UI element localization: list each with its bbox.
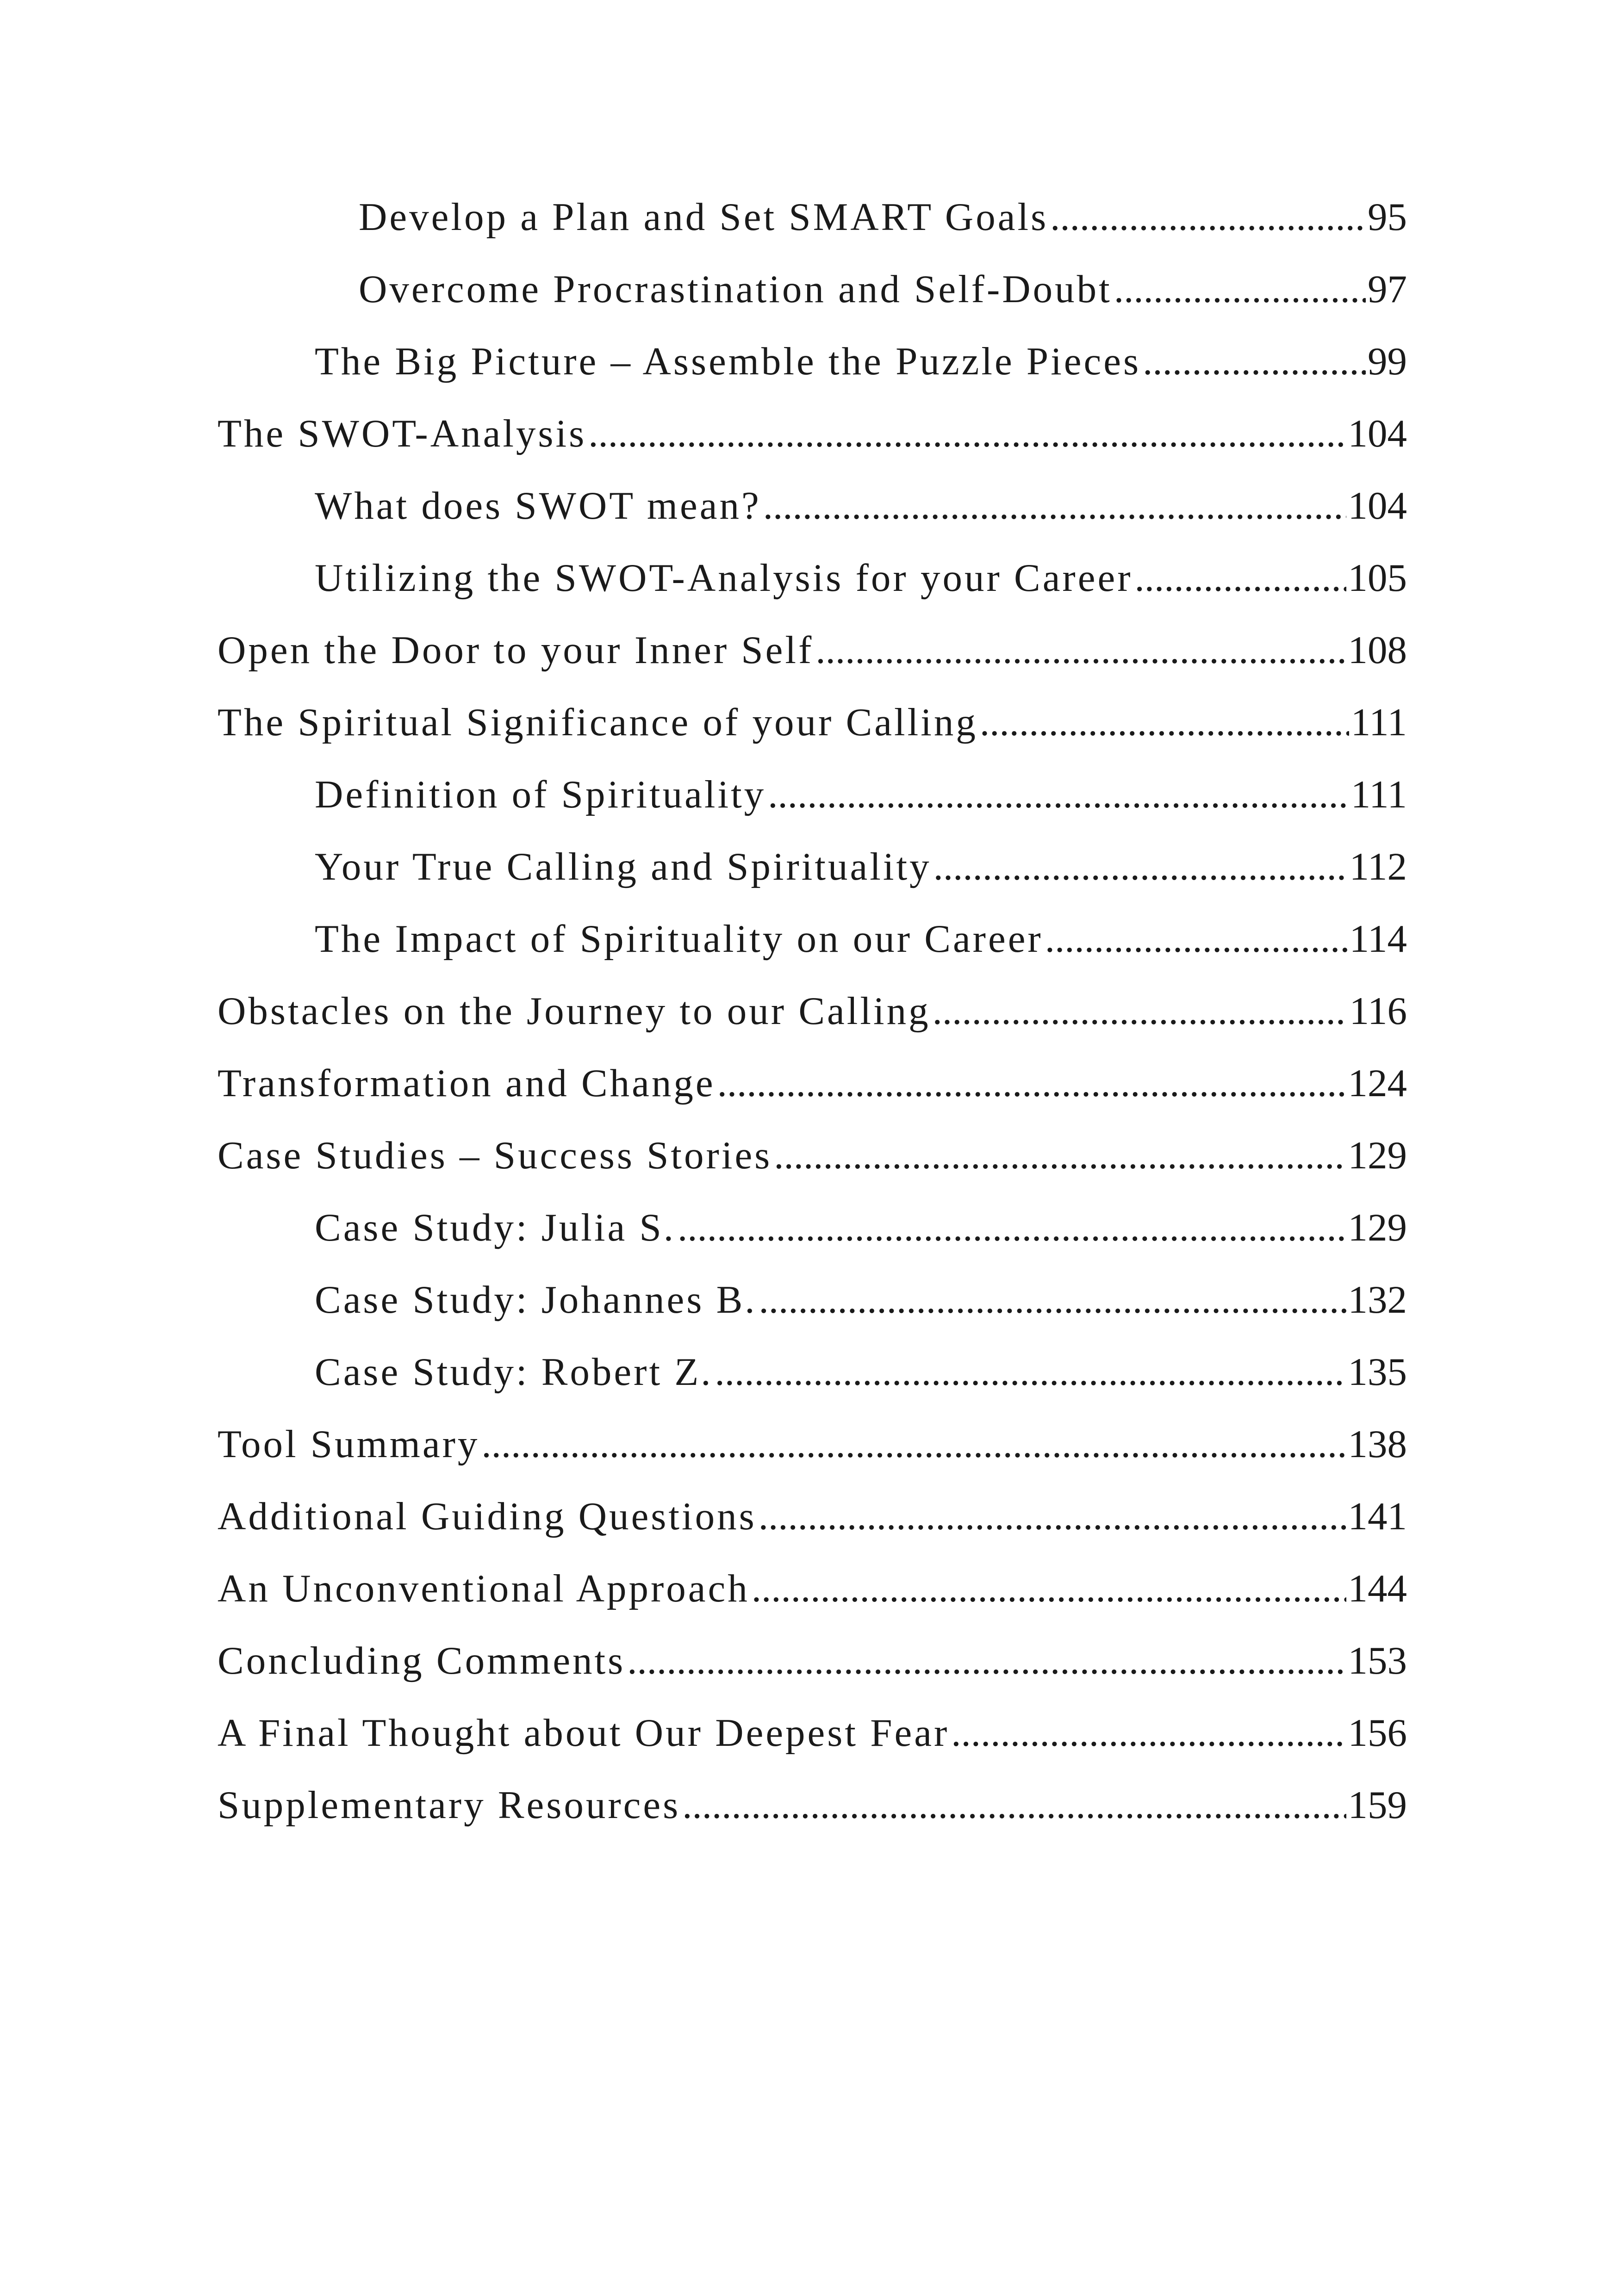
toc-entry-page-number: 156	[1348, 1711, 1407, 1755]
toc-entry-page-number: 111	[1350, 701, 1407, 744]
toc-entry-page-number: 138	[1348, 1422, 1407, 1466]
toc-entry-title: Supplementary Resources	[218, 1783, 681, 1827]
toc-entry[interactable]	[218, 1421, 1407, 1494]
toc-entry-title: The Spiritual Significance of your Calling	[218, 701, 978, 744]
toc-entry[interactable]	[218, 916, 1407, 988]
toc-entry-title: The Impact of Spirituality on our Career	[315, 917, 1043, 961]
toc-entry-page-number: 141	[1348, 1495, 1407, 1538]
dot-leader	[588, 411, 1346, 456]
toc-entry-title: Transformation and Change	[218, 1061, 716, 1105]
toc-entry-page-number: 124	[1348, 1061, 1407, 1105]
toc-entry-page-number: 135	[1348, 1350, 1407, 1394]
toc-entry-title: Develop a Plan and Set SMART Goals	[359, 195, 1049, 239]
dot-leader	[1050, 194, 1366, 240]
toc-entry-title: What does SWOT mean?	[315, 484, 761, 527]
toc-entry[interactable]	[218, 555, 1407, 627]
toc-entry-title: Utilizing the SWOT-Analysis for your Career	[315, 556, 1133, 600]
toc-entry-title: Additional Guiding Questions	[218, 1495, 757, 1538]
dot-leader	[1114, 267, 1366, 312]
toc-entry[interactable]	[218, 1638, 1407, 1710]
toc-entry[interactable]	[218, 1782, 1407, 1855]
dot-leader	[933, 988, 1348, 1034]
toc-entry[interactable]	[218, 339, 1407, 411]
dot-leader	[759, 1494, 1346, 1539]
dot-leader	[717, 1061, 1346, 1106]
toc-entry-page-number: 104	[1348, 484, 1407, 527]
toc-entry[interactable]	[218, 772, 1407, 844]
dot-leader	[1135, 555, 1346, 601]
toc-entry-title: Case Study: Johannes B.	[315, 1278, 757, 1322]
dot-leader	[481, 1421, 1346, 1467]
toc-entry-page-number: 144	[1348, 1567, 1407, 1610]
dot-leader	[759, 1277, 1346, 1322]
toc-entry-page-number: 112	[1349, 845, 1407, 888]
toc-entry[interactable]	[218, 1710, 1407, 1782]
toc-entry[interactable]	[218, 1205, 1407, 1277]
dot-leader	[752, 1566, 1346, 1611]
toc-entry-page-number: 129	[1348, 1134, 1407, 1177]
toc-entry-page-number: 99	[1368, 340, 1407, 383]
toc-entry[interactable]	[218, 194, 1407, 267]
toc-entry-page-number: 111	[1350, 773, 1407, 816]
toc-entry-page-number: 116	[1349, 989, 1407, 1033]
toc-entry[interactable]	[218, 1061, 1407, 1133]
toc-entry[interactable]	[218, 411, 1407, 483]
toc-entry[interactable]	[218, 700, 1407, 772]
toc-entry-title: Your True Calling and Spirituality	[315, 845, 932, 888]
toc-entry[interactable]	[218, 988, 1407, 1061]
table-of-contents	[218, 194, 1407, 1855]
toc-entry-page-number: 114	[1349, 917, 1407, 961]
toc-entry-title: Obstacles on the Journey to our Calling	[218, 989, 931, 1033]
toc-entry-title: Case Studies – Success Stories	[218, 1134, 772, 1177]
dot-leader	[980, 700, 1349, 745]
toc-entry-title: An Unconventional Approach	[218, 1567, 750, 1610]
dot-leader	[933, 844, 1348, 889]
toc-entry[interactable]	[218, 1494, 1407, 1566]
toc-entry[interactable]	[218, 1277, 1407, 1349]
toc-entry-page-number: 159	[1348, 1783, 1407, 1827]
toc-entry-page-number: 97	[1368, 267, 1407, 311]
toc-entry-page-number: 105	[1348, 556, 1407, 600]
toc-entry[interactable]	[218, 1566, 1407, 1638]
toc-entry-title: Overcome Procrastination and Self-Doubt	[359, 267, 1112, 311]
dot-leader	[678, 1205, 1346, 1250]
toc-entry-title: Case Study: Julia S.	[315, 1206, 676, 1249]
dot-leader	[763, 483, 1346, 528]
toc-entry-title: Case Study: Robert Z.	[315, 1350, 713, 1394]
dot-leader	[682, 1782, 1346, 1828]
toc-entry-page-number: 95	[1368, 195, 1407, 239]
toc-entry-page-number: 153	[1348, 1639, 1407, 1682]
dot-leader	[1045, 916, 1348, 962]
dot-leader	[715, 1349, 1346, 1395]
toc-entry[interactable]	[218, 627, 1407, 700]
toc-entry-title: Concluding Comments	[218, 1639, 626, 1682]
dot-leader	[951, 1710, 1346, 1756]
dot-leader	[815, 627, 1346, 673]
toc-entry[interactable]	[218, 483, 1407, 555]
toc-entry-title: Open the Door to your Inner Self	[218, 628, 814, 672]
toc-entry-title: A Final Thought about Our Deepest Fear	[218, 1711, 950, 1755]
toc-entry-title: Definition of Spirituality	[315, 773, 766, 816]
toc-entry[interactable]	[218, 1349, 1407, 1421]
toc-entry-title: Tool Summary	[218, 1422, 480, 1466]
toc-entry-title: The Big Picture – Assemble the Puzzle Pieces	[315, 340, 1141, 383]
toc-entry-page-number: 108	[1348, 628, 1407, 672]
dot-leader	[1143, 339, 1366, 384]
toc-entry-page-number: 129	[1348, 1206, 1407, 1249]
dot-leader	[768, 772, 1349, 817]
toc-entry-page-number: 132	[1348, 1278, 1407, 1322]
toc-entry-title: The SWOT-Analysis	[218, 412, 587, 455]
dot-leader	[627, 1638, 1346, 1683]
toc-entry-page-number: 104	[1348, 412, 1407, 455]
toc-entry[interactable]	[218, 844, 1407, 916]
dot-leader	[774, 1133, 1346, 1178]
toc-entry[interactable]	[218, 267, 1407, 339]
toc-entry[interactable]	[218, 1133, 1407, 1205]
